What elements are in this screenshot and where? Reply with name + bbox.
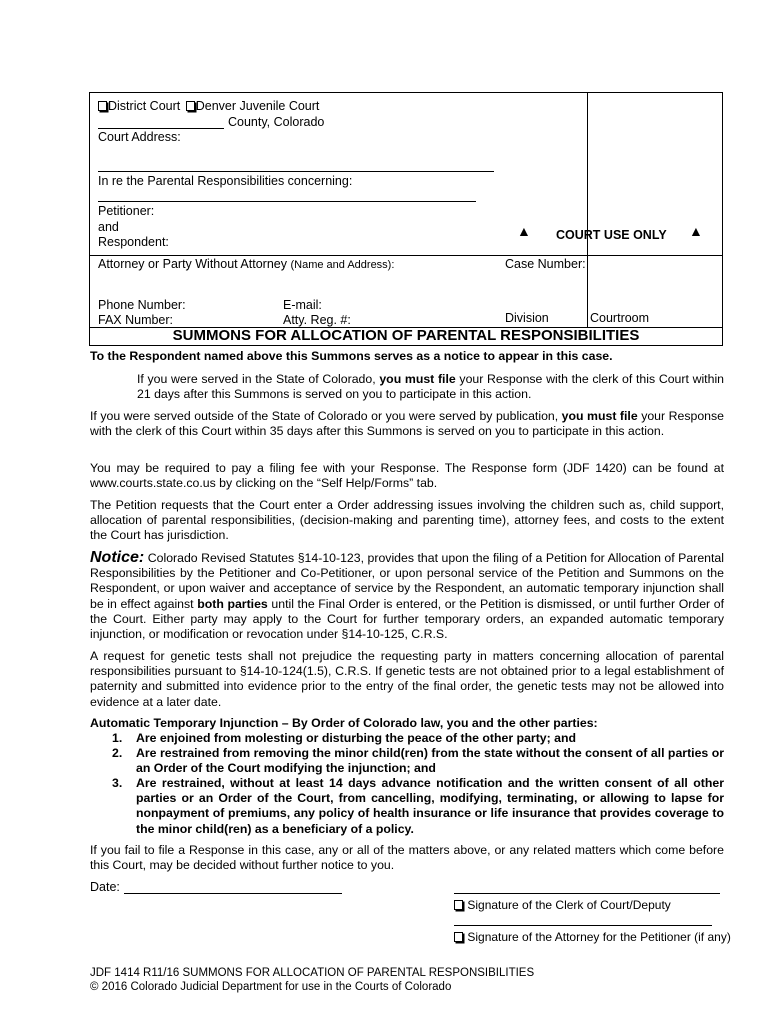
paragraph-failure-to-respond: If you fail to file a Response in this case, any or all of the matters above, or any related matters which come before this Court, may be decided without further notice to you. <box>90 843 724 873</box>
ati-item-text: Are restrained, without at least 14 days advance notification and the written consent of all other parties or an Order of the Court, from cancelling, modifying, terminating, or allowing to lapse for nonpayment of premiums, any policy of health insurance or life insurance that provides coverage to the minor child(ren) as a beneficiary of a policy. <box>136 776 724 836</box>
p1-text-c: your Response with the clerk of this Court within 21 days after this Summons is served on you to participate in this action. <box>137 372 725 402</box>
paragraph-genetic-tests: A request for genetic tests shall not prejudice the requesting party in matters concerning allocation of parental responsibilities pursuant to §14-10-124(1.5), C.R.S. If genetic tests are not obtained prior to a legal establishment of paternity and submitted into evidence prior to the entry of the final order, the genetic tests may not be allowed into evidence at a later date. <box>90 649 724 709</box>
ati-item <box>112 731 724 746</box>
in-re-blank[interactable] <box>98 201 476 202</box>
clerk-signature-checkbox[interactable] <box>454 900 463 910</box>
district-court-checkbox[interactable] <box>98 101 107 111</box>
clerk-signature-label <box>454 898 671 912</box>
court-selection <box>98 98 319 114</box>
triangle-left-icon: ▲ <box>517 223 531 239</box>
attorney-label <box>98 256 394 273</box>
ati-item-number: 2. <box>112 746 123 760</box>
ati-item <box>112 746 724 776</box>
atty-reg-label: Atty. Reg. #: <box>283 313 351 327</box>
notice-word: Notice: <box>90 549 145 566</box>
court-address-blank[interactable] <box>98 171 494 172</box>
division-label: Division <box>505 311 549 325</box>
paragraph-petition-requests: The Petition requests that the Court enter a Order addressing issues involving the children such as, child support, allocation of parental responsibilities, (decision-making and parenting time), attorney fees, and costs to the extent the Court has jurisdiction. <box>90 498 724 543</box>
notice-text-a: Colorado Revised Statutes §14-10-123, provides that upon the filing of a Petition for Allocation of Parental Responsibilities by the Petitioner and Co-Petitioner, or upon personal service of the Petition and Summons on the Respondent, or upon waiver and acceptance of service by the Respondent, an automatic temporary injunction shall be in effect against <box>90 551 724 611</box>
fax-label: FAX Number: <box>98 313 174 327</box>
p1-text-bold: you must file <box>379 372 456 386</box>
p2-text-c: your Response with the clerk of this Court within 35 days after this Summons is served on you to participate in this action. <box>90 409 724 439</box>
in-re-label: In re the Parental Responsibilities concerning: <box>98 174 353 188</box>
footer-form-id: JDF 1414 R11/16 SUMMONS FOR ALLOCATION OF PARENTAL RESPONSIBILITIES <box>90 967 535 979</box>
intro-text: To the Respondent named above this Summons serves as a notice to appear in this case. <box>90 349 613 363</box>
phone-label: Phone Number: <box>98 298 186 312</box>
petitioner-label: Petitioner: <box>98 204 155 218</box>
attorney-signature-checkbox[interactable] <box>454 932 463 942</box>
ati-item <box>112 776 724 837</box>
ati-item-number: 1. <box>112 731 123 745</box>
ati-item-text: Are enjoined from molesting or disturbing the peace of the other party; and <box>136 731 576 745</box>
district-court-label: District Court <box>108 99 181 113</box>
caption-divider <box>587 93 588 327</box>
court-use-only-label: COURT USE ONLY <box>556 228 667 242</box>
respondent-label: Respondent: <box>98 235 169 249</box>
paragraph-filing-fee: You may be required to pay a filing fee with your Response. The Response form (JDF 1420) can be found at www.courts.state.co.us by clicking on the “Self Help/Forms” tab. <box>90 461 724 491</box>
attorney-label-sub: (Name and Address): <box>290 259 395 271</box>
ati-heading: Automatic Temporary Injunction – By Order of Colorado law, you and the other parties: <box>90 716 598 730</box>
clerk-signature-line[interactable] <box>454 893 720 894</box>
caption-box <box>89 92 723 346</box>
footer-copyright: © 2016 Colorado Judicial Department for use in the Courts of Colorado <box>90 981 452 993</box>
date-blank[interactable] <box>124 893 342 894</box>
ati-item-text: Are restrained from removing the minor child(ren) from the state without the consent of all parties or an Order of the Court modifying the injunction; and <box>136 746 724 776</box>
courtroom-label: Courtroom <box>590 311 650 325</box>
paragraph-served-outside <box>90 409 724 439</box>
paragraph-notice <box>90 550 724 642</box>
attorney-signature-text: Signature of the Attorney for the Petitioner (if any) <box>467 930 731 944</box>
date-label: Date: <box>90 880 120 894</box>
denver-juvenile-court-label: Denver Juvenile Court <box>195 99 320 113</box>
p1-text-a: If you were served in the State of Colorado, <box>137 372 380 386</box>
court-address-label: Court Address: <box>98 130 181 144</box>
notice-text-c: until the Final Order is entered, or the Petition is dismissed, or until further Order of the Court. Either party may apply to the Court for further temporary orders, an expanded automatic temporary injunction, or modification or revocation under §14-10-125, C.R.S. <box>90 596 725 642</box>
denver-juvenile-court-checkbox[interactable] <box>186 101 195 111</box>
p2-text-a: If you were served outside of the State of Colorado or you were served by publication, <box>90 409 562 423</box>
clerk-signature-text: Signature of the Clerk of Court/Deputy <box>467 898 671 912</box>
case-number-label: Case Number: <box>505 257 586 271</box>
triangle-right-icon: ▲ <box>689 223 703 239</box>
form-title: SUMMONS FOR ALLOCATION OF PARENTAL RESPONSIBILITIES <box>172 327 640 344</box>
attorney-signature-line[interactable] <box>454 925 712 926</box>
notice-text-bold: both parties <box>197 596 268 611</box>
p2-text-bold: you must file <box>561 409 638 423</box>
county-label: County, Colorado <box>228 115 325 129</box>
attorney-signature-label <box>454 930 731 944</box>
email-label: E-mail: <box>283 298 322 312</box>
and-label: and <box>98 220 119 234</box>
attorney-label-main: Attorney or Party Without Attorney <box>98 257 287 271</box>
ati-item-number: 3. <box>112 776 123 790</box>
paragraph-served-in-colorado <box>137 372 724 402</box>
